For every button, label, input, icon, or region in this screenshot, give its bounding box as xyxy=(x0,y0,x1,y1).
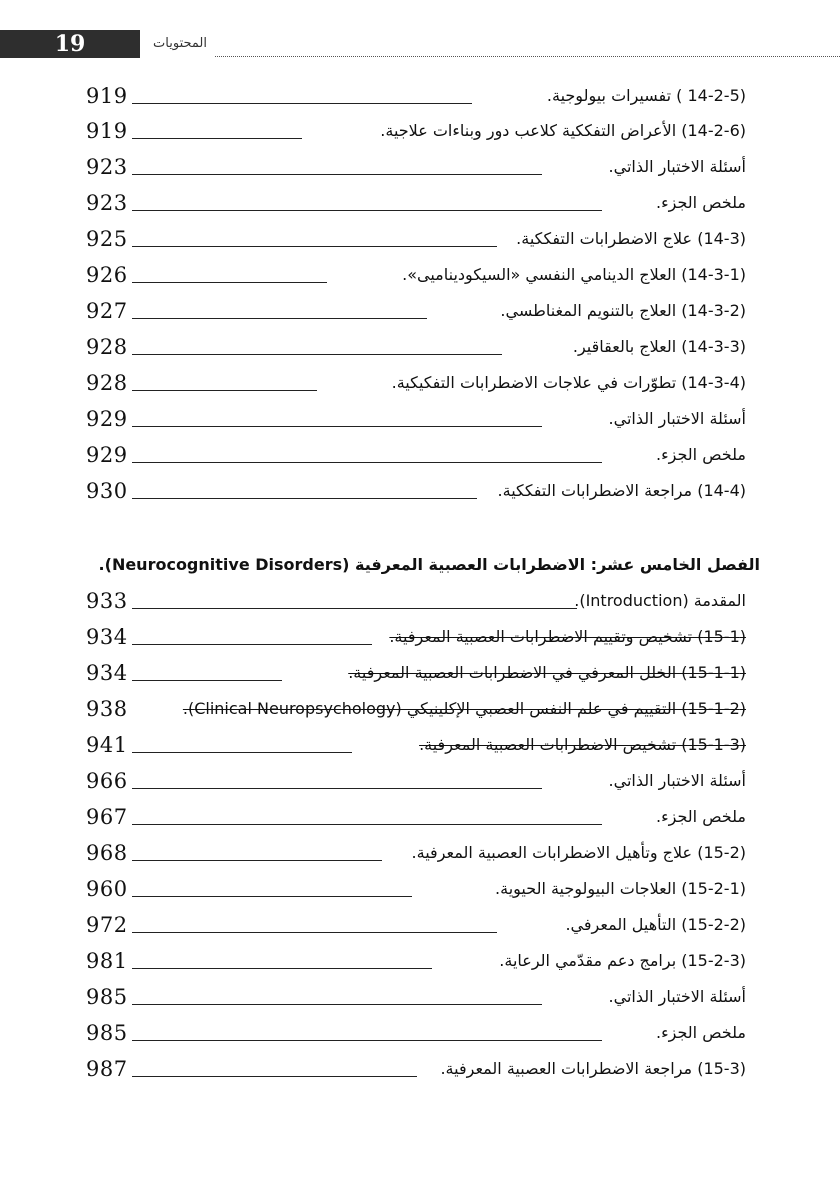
toc-leader xyxy=(132,1076,417,1077)
toc-leader xyxy=(132,282,327,283)
toc-entry xyxy=(86,1052,746,1086)
toc-text: ملخص الجزء. xyxy=(656,445,746,464)
toc-leader xyxy=(132,210,602,211)
toc-entry xyxy=(86,620,746,654)
toc-leader xyxy=(132,174,542,175)
toc-text: (14-2-6) الأعراض التفككية كلاعب دور وبناءات علاجية. xyxy=(380,121,746,140)
toc-entry xyxy=(86,330,746,364)
toc-text: (14-3-4) تطوّرات في علاجات الاضطرابات التفكيكية. xyxy=(391,373,746,392)
toc-page: 925 xyxy=(86,227,128,251)
toc-leader xyxy=(132,103,472,104)
toc-entry xyxy=(86,692,746,726)
toc-entry xyxy=(86,872,746,906)
toc-leader xyxy=(132,968,432,969)
toc-page: 985 xyxy=(86,985,128,1009)
chapter-heading: الفصل الخامس عشر: الاضطرابات العصبية المعرفية (Neurocognitive Disorders). xyxy=(98,555,760,574)
toc-page: 941 xyxy=(86,733,128,757)
toc-text: ملخص الجزء. xyxy=(656,193,746,212)
toc-text: (14-3) علاج الاضطرابات التفككية. xyxy=(516,229,746,248)
toc-entry xyxy=(86,836,746,870)
toc-text: (15-3) مراجعة الاضطرابات العصبية المعرفية. xyxy=(440,1059,746,1078)
toc-leader xyxy=(132,354,502,355)
toc-leader xyxy=(132,390,317,391)
toc-text: (15-1-2) التقييم في علم النفس العصبي الإكلينيكي (Clinical Neuropsychology). xyxy=(182,699,746,718)
toc-page: 923 xyxy=(86,155,128,179)
toc-entry xyxy=(86,366,746,400)
toc-entry xyxy=(86,150,746,184)
toc-page: 981 xyxy=(86,949,128,973)
toc-page: 938 xyxy=(86,697,128,721)
page-number-box xyxy=(0,30,140,58)
toc-leader xyxy=(132,608,577,609)
toc-leader xyxy=(132,498,477,499)
toc-leader xyxy=(132,680,282,681)
toc-entry xyxy=(86,1016,746,1050)
toc-entry xyxy=(86,908,746,942)
toc-leader xyxy=(132,318,427,319)
toc-text: (15-2-2) التأهيل المعرفي. xyxy=(565,915,746,934)
toc-leader xyxy=(132,824,602,825)
toc-page: 933 xyxy=(86,589,128,613)
toc-leader xyxy=(132,1040,602,1041)
toc-leader xyxy=(132,138,302,139)
toc-page: 968 xyxy=(86,841,128,865)
toc-text: ملخص الجزء. xyxy=(656,807,746,826)
toc-entry xyxy=(86,258,746,292)
toc-entry xyxy=(86,728,746,762)
toc-entry xyxy=(86,474,746,508)
toc-leader xyxy=(132,462,602,463)
toc-page: 960 xyxy=(86,877,128,901)
toc-text: (15-2-3) برامج دعم مقدّمي الرعاية. xyxy=(499,951,746,970)
toc-entry xyxy=(86,294,746,328)
toc-leader xyxy=(132,896,412,897)
toc-page: 923 xyxy=(86,191,128,215)
toc-page: 972 xyxy=(86,913,128,937)
toc-entry xyxy=(86,438,746,472)
toc-page: 919 xyxy=(86,84,128,108)
toc-entry xyxy=(86,584,746,618)
toc-page: 928 xyxy=(86,335,128,359)
toc-entry xyxy=(86,79,746,113)
toc-entry xyxy=(86,980,746,1014)
toc-text: (14-3-2) العلاج بالتنويم المغناطسي. xyxy=(500,301,746,320)
toc-page: 966 xyxy=(86,769,128,793)
toc-page: 985 xyxy=(86,1021,128,1045)
toc-text: ملخص الجزء. xyxy=(656,1023,746,1042)
toc-page: 987 xyxy=(86,1057,128,1081)
toc-entry xyxy=(86,656,746,690)
toc-text: (15-1-1) الخلل المعرفي في الاضطرابات العصبية المعرفية. xyxy=(348,663,746,682)
toc-page: 934 xyxy=(86,625,128,649)
toc-text: (14-2-5 ) تفسيرات بيولوجية. xyxy=(546,86,746,105)
running-header-title: المحتويات xyxy=(153,36,207,51)
toc-entry xyxy=(86,944,746,978)
toc-text: أسئلة الاختبار الذاتي. xyxy=(608,409,746,428)
toc-page: 929 xyxy=(86,407,128,431)
toc-text: المقدمة (Introduction). xyxy=(574,591,746,610)
toc-page: 929 xyxy=(86,443,128,467)
toc-entry xyxy=(86,222,746,256)
toc-leader xyxy=(132,788,542,789)
toc-entry xyxy=(86,764,746,798)
toc-page: 927 xyxy=(86,299,128,323)
toc-page: 919 xyxy=(86,119,128,143)
toc-leader xyxy=(132,752,352,753)
toc-page: 930 xyxy=(86,479,128,503)
toc-text: (15-2-1) العلاجات البيولوجية الحيوية. xyxy=(495,879,746,898)
toc-text: (14-3-1) العلاج الدينامي النفسي «السيكوديناميى». xyxy=(402,265,746,284)
toc-leader xyxy=(132,860,382,861)
toc-page: 926 xyxy=(86,263,128,287)
toc-text: (14-4) مراجعة الاضطرابات التفككية. xyxy=(497,481,746,500)
toc-page: 934 xyxy=(86,661,128,685)
toc-text: أسئلة الاختبار الذاتي. xyxy=(608,987,746,1006)
toc-leader xyxy=(132,1004,542,1005)
toc-text: (14-3-3) العلاج بالعقاقير. xyxy=(572,337,746,356)
toc-leader xyxy=(132,644,372,645)
toc-text: (15-1) تشخيص وتقييم الاضطرابات العصبية المعرفية. xyxy=(389,627,746,646)
toc-page: 967 xyxy=(86,805,128,829)
toc-entry xyxy=(86,186,746,220)
toc-leader xyxy=(132,426,542,427)
toc-leader xyxy=(132,246,497,247)
header-dotted-rule xyxy=(215,56,840,57)
toc-leader xyxy=(132,932,497,933)
toc-text: أسئلة الاختبار الذاتي. xyxy=(608,157,746,176)
toc-entry xyxy=(86,402,746,436)
toc-text: أسئلة الاختبار الذاتي. xyxy=(608,771,746,790)
page-number: 19 xyxy=(54,31,86,57)
toc-entry xyxy=(86,800,746,834)
toc-entry xyxy=(86,114,746,148)
page-header xyxy=(0,0,840,60)
toc-text: (15-1-3) تشخيص الاضطرابات العصبية المعرفية. xyxy=(419,735,746,754)
toc-text: (15-2) علاج وتأهيل الاضطرابات العصبية المعرفية. xyxy=(411,843,746,862)
toc-page: 928 xyxy=(86,371,128,395)
